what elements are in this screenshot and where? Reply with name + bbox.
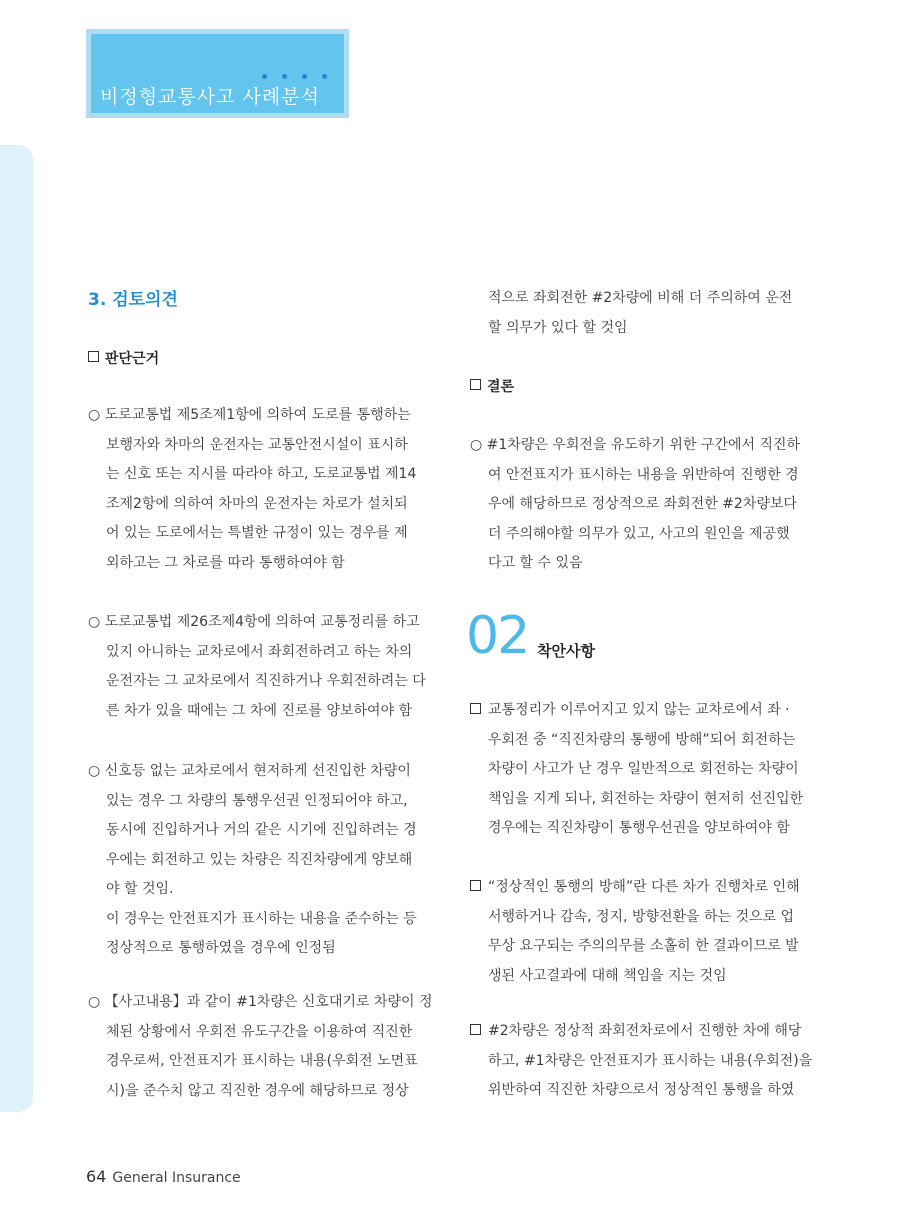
text-line: 생된 사고결과에 대해 책임을 지는 것임 (488, 967, 727, 984)
checkbox-square-icon (470, 703, 481, 714)
text-line: 위반하여 직진한 차량으로서 정상적인 통행을 하였 (488, 1082, 795, 1098)
continued-paragraph (470, 284, 815, 343)
text-line: 시)을 준수치 않고 직진한 경우에 해당하므로 정상 (106, 1082, 409, 1099)
heading-conclusion: 결론 (470, 376, 514, 396)
text-line-content: #2차량은 정상적 좌회전차로에서 진행한 차에 해당 (488, 1023, 802, 1039)
text-line: 여 안전표지가 표시하는 내용을 위반하여 진행한 경 (488, 466, 799, 483)
text-line: 더 주의해야할 의무가 있고, 사고의 원인을 제공했 (488, 525, 790, 542)
basis-paragraph-4 (88, 988, 433, 1106)
text-line: 하고, #1차량은 안전표지가 표시하는 내용(우회전)을 (488, 1052, 813, 1069)
header-title-box (86, 29, 349, 118)
point-paragraph-1 (470, 696, 815, 844)
text-line: 다고 할 수 있음 (488, 555, 583, 571)
checkbox-square-icon (470, 880, 481, 891)
text-line: 우에 해당하므로 정상적으로 좌회전한 #2차량보다 (488, 496, 797, 512)
conclusion-paragraph (470, 431, 815, 579)
page-title: 비정형교통사고 사례분석 (100, 86, 320, 108)
text-line: 이 경우는 안전표지가 표시하는 내용을 준수하는 등 (106, 910, 417, 927)
basis-paragraph-3 (88, 757, 433, 964)
text-line (470, 873, 815, 903)
text-line: 있지 아니하는 교차로에서 좌회전하려고 하는 차의 (106, 643, 413, 660)
text-line-content: 교통정리가 이루어지고 있지 않는 교차로에서 좌 · (488, 702, 790, 718)
text-line: 책임을 지게 되나, 회전하는 차량이 현저히 선진입한 (488, 790, 804, 807)
text-line: ○ #1차량은 우회전을 유도하기 위한 구간에서 직진하 (470, 437, 801, 453)
basis-paragraph-1 (88, 401, 433, 578)
point-paragraph-3 (470, 1017, 815, 1106)
text-line: 체된 상황에서 우회전 유도구간을 이용하여 직진한 (106, 1023, 413, 1040)
text-line: ○ 신호등 없는 교차로에서 현저하게 선진입한 차량이 (88, 763, 411, 779)
page-number: 64 (86, 1167, 107, 1186)
section-number: 02 (466, 606, 529, 666)
text-line-content: “정상적인 통행의 방해”란 다른 차가 진행차로 인해 (488, 879, 800, 895)
text-line: 경우로써, 안전표지가 표시하는 내용(우회전 노면표 (106, 1053, 418, 1069)
text-line: 동시에 진입하거나 거의 같은 시기에 진입하려는 경 (106, 822, 417, 838)
text-line: 무상 요구되는 주의의무를 소홀히 한 결과이므로 발 (488, 938, 799, 954)
text-line: 외하고는 그 차로를 따라 통행하여야 함 (106, 554, 345, 571)
text-line: 어 있는 도로에서는 특별한 규정이 있는 경우를 제 (106, 525, 408, 541)
checkbox-square-icon (470, 1024, 481, 1035)
heading-basis: 판단근거 (88, 348, 159, 368)
text-line (470, 696, 815, 726)
text-line: 차량이 사고가 난 경우 일반적으로 회전하는 차량이 (488, 761, 799, 777)
section-title: 3. 검토의견 (88, 290, 178, 310)
checkbox-square-icon (470, 379, 481, 390)
text-line: 우에는 회전하고 있는 차량은 직진차량에게 양보해 (106, 851, 413, 868)
text-line: 경우에는 직진차량이 통행우선권을 양보하여야 함 (488, 820, 790, 836)
text-line: 른 차가 있을 때에는 그 차에 진로를 양보하여야 함 (106, 702, 413, 719)
text-line (470, 1017, 815, 1047)
side-tab-decoration (0, 145, 33, 1112)
publication-name: General Insurance (112, 1170, 241, 1186)
text-line: 있는 경우 그 차량의 통행우선권 인정되어야 하고, (106, 792, 408, 809)
text-line: 조제2항에 의하여 차마의 운전자는 차로가 설치되 (106, 495, 408, 512)
text-line: ○ 도로교통법 제26조제4항에 의하여 교통정리를 하고 (88, 614, 420, 630)
basis-paragraph-2 (88, 608, 433, 726)
checkbox-square-icon (88, 351, 99, 362)
text-line: 운전자는 그 교차로에서 직진하거나 우회전하려는 다 (106, 673, 426, 689)
text-line: 서행하거나 감속, 정지, 방향전환을 하는 것으로 업 (488, 908, 795, 925)
text-line: 할 의무가 있다 할 것임 (488, 319, 628, 336)
text-line: 보행자와 차마의 운전자는 교통안전시설이 표시하 (106, 436, 408, 453)
text-line: ○ 도로교통법 제5조제1항에 의하여 도로를 통행하는 (88, 407, 411, 423)
text-line: 야 할 것임. (106, 881, 174, 897)
page-footer (86, 1167, 241, 1186)
text-line: 는 신호 또는 지시를 따라야 하고, 도로교통법 제14 (106, 466, 417, 482)
point-paragraph-2 (470, 873, 815, 991)
text-line: 정상적으로 통행하였을 경우에 인정됨 (106, 940, 336, 956)
text-line: 우회전 중 “직진차량의 통행에 방해”되어 회전하는 (488, 731, 796, 748)
section-heading-points: 착안사항 (537, 642, 595, 660)
text-line: ○ 【사고내용】과 같이 #1차량은 신호대기로 차량이 정 (88, 994, 433, 1010)
text-line: 적으로 좌회전한 #2차량에 비해 더 주의하여 운전 (488, 290, 793, 306)
